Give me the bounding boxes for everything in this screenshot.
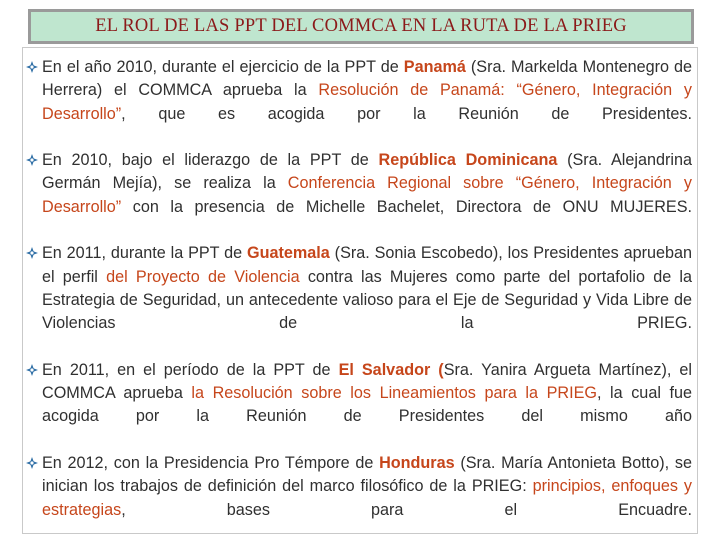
- highlight-country: Guatemala: [247, 244, 330, 263]
- list-item: [26, 149, 692, 242]
- item-text: En 2010, bajo el liderazgo de la PPT de: [42, 151, 379, 170]
- highlight-country: Honduras: [379, 454, 455, 473]
- item-text: En 2011, durante la PPT de: [42, 244, 248, 263]
- diamond-bullet-icon: [26, 247, 38, 259]
- item-text: , la cual fue acogida por la Reunión de Presidentes del mismo año: [42, 384, 692, 426]
- item-text: (Sra. María Antonieta Botto), se inician los trabajos de definición del marco filosófico de la PRIEG:: [42, 454, 692, 496]
- list-item: [26, 56, 692, 149]
- highlight-country: República Dominicana: [378, 151, 558, 170]
- bullet-list: [26, 56, 692, 545]
- diamond-bullet-icon: [26, 457, 38, 469]
- highlight-text: Conferencia Regional sobre “Género, Integración y Desarrollo”: [42, 174, 692, 216]
- diamond-bullet-icon: [26, 364, 38, 376]
- list-item: [26, 242, 692, 358]
- item-text: (Sra. Alejandrina Germán Mejía), se realiza la: [42, 151, 693, 193]
- item-text: , bases para el Encuadre.: [121, 500, 692, 519]
- item-text: (Sra. Markelda Montenegro de Herrera) el COMMCA aprueba la: [42, 58, 692, 100]
- item-text: (Sra. Sonia Escobedo), los Presidentes aprueban el perfil: [42, 244, 692, 286]
- list-item: [26, 452, 692, 545]
- item-text: Sra. Yanira Argueta Martínez), el COMMCA aprueba: [42, 360, 693, 403]
- item-text: En el año 2010, durante el ejercicio de la PPT de: [42, 58, 404, 76]
- highlight-text: del Proyecto de Violencia: [106, 267, 300, 286]
- item-text: , que es acogida por la Reunión de Presidentes.: [121, 104, 692, 123]
- slide-title: EL ROL DE LAS PPT DEL COMMCA EN LA RUTA DE LA PRIEG: [28, 9, 694, 44]
- item-text: contra las Mujeres como parte del portafolio de la Estrategia de Seguridad, un antecedente valioso para el Eje de Seguridad y Vida Libre de Violencias de la PRIEG.: [42, 267, 693, 333]
- diamond-bullet-icon: [26, 61, 38, 73]
- highlight-text: Resolución de Panamá: “Género, Integración y Desarrollo”: [42, 81, 693, 123]
- diamond-bullet-icon: [26, 154, 38, 166]
- item-text: con la presencia de Michelle Bachelet, Directora de ONU MUJERES.: [121, 197, 692, 216]
- list-item: [26, 359, 692, 452]
- highlight-text: la Resolución sobre los Lineamientos para la PRIEG: [191, 384, 597, 403]
- item-text: En 2011, en el período de la PPT de: [42, 360, 339, 379]
- item-text: En 2012, con la Presidencia Pro Témpore de: [42, 454, 380, 473]
- highlight-country: El Salvador (: [338, 360, 444, 379]
- highlight-text: principios, enfoques y estrategias: [42, 477, 693, 519]
- highlight-country: Panamá: [403, 58, 466, 76]
